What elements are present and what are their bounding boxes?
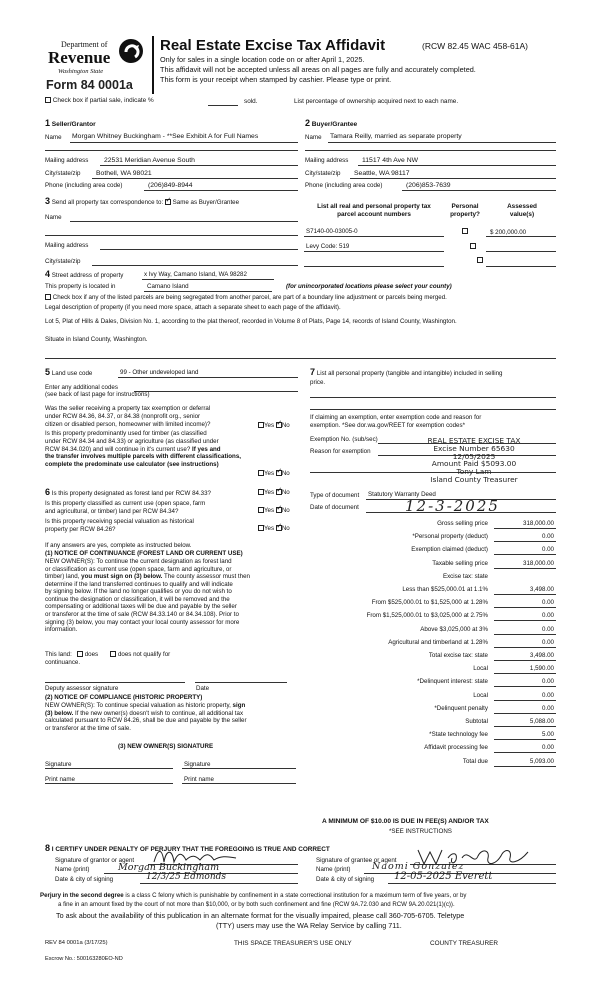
legal-description-2[interactable]: Situate in Island County, Washington. xyxy=(45,336,148,343)
current-use-yes-no: Yes ✓ No xyxy=(258,507,290,514)
tax-row-value[interactable]: 0.00 xyxy=(541,744,554,751)
personal-property-row: 7 List all personal property (tangible and intangible) included in selling xyxy=(310,367,503,377)
tax-row-line xyxy=(494,541,556,542)
tax-row-value[interactable]: 1,590.00 xyxy=(529,665,554,672)
notice-compliance-body: NEW OWNER(S): To continue special valuation as historic property, sign (3) below. If the new owner(s) doesn't wish to continue, all additional tax calculated pursuant to RCW 84.26, shall be due and payable by the seller or transferor at the time of sale. xyxy=(45,702,247,732)
tax-row-value[interactable]: 5.00 xyxy=(541,731,554,738)
tax-row-label: From $1,525,000.01 to $3,025,000 at 2.75% xyxy=(366,612,488,619)
partial-sale-checkbox[interactable] xyxy=(45,97,51,103)
exemption-yes-checkbox[interactable] xyxy=(258,422,264,428)
tax-row-value[interactable]: 0.00 xyxy=(541,546,554,553)
tax-row-line xyxy=(494,607,556,608)
dor-emblem-icon xyxy=(118,38,144,64)
historical-yes-no: Yes ✓ No xyxy=(258,525,290,532)
tax-row-line xyxy=(494,686,556,687)
personal-property-line-2[interactable] xyxy=(310,409,556,410)
land-does-not-checkbox[interactable] xyxy=(110,651,116,657)
header-divider xyxy=(152,36,154,94)
tax-row-line xyxy=(494,568,556,569)
section3-heading: 3 Send all property tax correspondence to: ✓ Same as Buyer/Grantee xyxy=(45,196,239,207)
minimum-fee-notice: A MINIMUM OF $10.00 IS DUE IN FEE(S) AND/OR TAX xyxy=(322,818,489,825)
forest-yes-no: Yes ✓ No xyxy=(258,489,290,496)
correspondence-city-line[interactable] xyxy=(92,265,298,266)
tax-row-value[interactable]: 318,000.00 xyxy=(523,560,554,567)
parcel-number-2[interactable]: Levy Code: 519 xyxy=(306,243,350,250)
tax-row-label: *Delinquent penalty xyxy=(434,705,488,712)
tax-row-label: Total due xyxy=(462,758,488,765)
treasurer-stamp: REAL ESTATE EXCISE TAX Excise Number 65630 12/05/2025 Amount Paid $5093.00 Tony Lam Island County Treasurer xyxy=(427,436,521,484)
tax-row-line xyxy=(494,766,556,767)
tax-row-line xyxy=(494,647,556,648)
tax-row-label: *State technology fee xyxy=(429,731,488,738)
land-use-code[interactable]: 99 - Other undeveloped land xyxy=(120,369,199,376)
assessed-col-head: Assessed value(s) xyxy=(507,203,537,218)
partial-sale-row: Check box if partial sale, indicate % xyxy=(45,97,154,105)
tax-row-label: Less than $525,000.01 at 1.1% xyxy=(402,586,488,593)
perjury-notice: Perjury in the second degree is a class C felony which is punishable by confinement in a state correctional institution for a maximum term of five years, or by xyxy=(40,892,467,899)
form-subtitle-2: This affidavit will not be accepted unless all areas on all pages are fully and accurately completed. xyxy=(160,65,476,74)
tax-row-label: Gross selling price xyxy=(437,520,488,527)
tax-row-line xyxy=(494,554,556,555)
same-as-buyer-checkbox[interactable] xyxy=(165,199,171,205)
timber-yes-no: Yes ✓ No xyxy=(258,470,290,477)
timber-question: Is this property predominantly used for timber (as classified under RCW 84.34 and 84.33) or agriculture (as classified under RCW 84.34.020) and will continue in it's current use? If yes and the transfer involves multiple parcels with different classifications, complete the predominate use calculator (see instructions) xyxy=(45,430,241,468)
correspondence-mailing-line[interactable] xyxy=(100,249,298,250)
tax-row-label: *Delinquent interest: state xyxy=(417,678,488,685)
tax-row-label: Local xyxy=(473,665,488,672)
tax-row-line xyxy=(494,673,556,674)
tax-row-value[interactable]: 0.00 xyxy=(541,533,554,540)
certify-heading: 8 I CERTIFY UNDER PENALTY OF PERJURY THAT THE FOREGOING IS TRUE AND CORRECT xyxy=(45,843,330,853)
tax-row-line xyxy=(494,713,556,714)
tax-row-value[interactable]: 0.00 xyxy=(541,639,554,646)
buyer-phone[interactable]: (206)853-7639 xyxy=(406,182,451,189)
tax-row-line xyxy=(494,726,556,727)
tax-row-line xyxy=(494,620,556,621)
partial-sale-percent-line[interactable] xyxy=(208,105,238,106)
deputy-date-line[interactable] xyxy=(195,682,287,683)
forest-yes-checkbox[interactable] xyxy=(258,489,264,495)
tax-row-label: Taxable selling price xyxy=(432,560,488,567)
grantee-date-city[interactable]: 12-05-2025 Everett xyxy=(394,871,493,882)
land-does-checkbox[interactable] xyxy=(77,651,83,657)
alternate-format-notice: To ask about the availability of this publication in an alternate format for the visually impaired, please call 360-705-6705. Teletype xyxy=(56,911,465,920)
escrow-number: Escrow No.: 500163280EO-ND xyxy=(45,956,123,962)
tax-row-label: Above $3,025,000 at 3% xyxy=(420,626,488,633)
treasurer-use-only: THIS SPACE TREASURER'S USE ONLY xyxy=(234,940,352,947)
tax-row-label: Agricultural and timberland at 1.28% xyxy=(388,639,488,646)
tax-row-label: Excise tax: state xyxy=(442,573,488,580)
current-use-yes-checkbox[interactable] xyxy=(258,507,264,513)
tax-row-label: Total excise tax: state xyxy=(428,652,488,659)
tax-row-value[interactable]: 0.00 xyxy=(541,705,554,712)
tax-row-line xyxy=(494,700,556,701)
personal-col-head: Personal property? xyxy=(450,203,480,218)
personal-property-checkbox-2[interactable] xyxy=(470,243,476,249)
exemption-yes-no: Yes ✓ No xyxy=(258,422,290,429)
current-use-question: Is this property classified as current use (open space, farm and agricultural, or timber) land per RCW 84.34? xyxy=(45,500,206,515)
tax-row-line xyxy=(494,739,556,740)
tax-row-label: Exemption claimed (deduct) xyxy=(411,546,488,553)
seller-city[interactable]: Bothell, WA 98021 xyxy=(96,170,152,177)
property-location-select[interactable]: Camano Island xyxy=(147,283,189,290)
tax-row-value[interactable]: 0.00 xyxy=(541,612,554,619)
property-street-address[interactable]: x Ivy Way, Camano Island, WA 98282 xyxy=(144,271,247,278)
tax-row-value[interactable]: 0.00 xyxy=(541,692,554,699)
tax-row-line xyxy=(494,660,556,661)
buyer-name[interactable]: Tamara Reilly, married as separate property xyxy=(330,133,462,140)
tax-row-label: *Personal property (deduct) xyxy=(412,533,488,540)
parcel-number-1[interactable]: S7140-00-03005-0 xyxy=(306,228,358,235)
tax-row-line xyxy=(494,594,556,595)
land-qualify-row: This land: does does not qualify for xyxy=(45,651,171,658)
tax-row-value[interactable]: 5,093.00 xyxy=(529,758,554,765)
personal-property-checkbox-1[interactable] xyxy=(462,228,468,234)
notice-continuance-heading: (1) NOTICE OF CONTINUANCE (FOREST LAND OR CURRENT USE) xyxy=(45,550,243,557)
county-treasurer-label: COUNTY TREASURER xyxy=(430,940,498,947)
form-subtitle-1: Only for sales in a single location code on or after April 1, 2025. xyxy=(160,55,365,64)
tax-row-value[interactable]: 3,498.00 xyxy=(529,652,554,659)
tax-row-line xyxy=(494,752,556,753)
revision-number: REV 84 0001a (3/17/25) xyxy=(45,940,108,946)
seller-name[interactable]: Morgan Whitney Buckingham - **See Exhibit A for Full Names xyxy=(72,133,259,140)
land-use-row: 5 Land use code xyxy=(45,367,93,377)
document-type[interactable]: Statutory Warranty Deed xyxy=(368,491,436,498)
seller-mailing[interactable]: 22531 Meridian Avenue South xyxy=(104,157,195,164)
tax-row-label: Local xyxy=(473,692,488,699)
notice-compliance-heading: (2) NOTICE OF COMPLIANCE (HISTORIC PROPERTY) xyxy=(45,694,203,701)
tax-row-value[interactable]: 3,498.00 xyxy=(529,586,554,593)
buyer-city[interactable]: Seattle, WA 98117 xyxy=(354,170,410,177)
tax-row-value[interactable]: 0.00 xyxy=(541,678,554,685)
segregation-checkbox[interactable] xyxy=(45,294,51,300)
timber-no-checkbox[interactable] xyxy=(276,470,282,476)
form-subtitle-3: This form is your receipt when stamped by cashier. Please type or print. xyxy=(160,75,392,84)
tax-row-value[interactable]: 0.00 xyxy=(541,599,554,606)
tax-row-line xyxy=(494,528,556,529)
form-title: Real Estate Excise Tax Affidavit xyxy=(160,37,386,54)
seller-heading: 1 Seller/Grantor xyxy=(45,118,96,128)
historical-question: Is this property receiving special valuation as historical property per RCW 84.26? xyxy=(45,518,194,533)
grantor-date-city[interactable]: 12/3/25 Edmonds xyxy=(146,872,227,882)
tax-row-label: Affidavit processing fee xyxy=(424,744,488,751)
tax-row-value[interactable]: 0.00 xyxy=(541,626,554,633)
dor-logo: Department of Revenue Washington State xyxy=(44,34,148,90)
forest-no-checkbox[interactable] xyxy=(276,489,282,495)
tax-row-label: From $525,000.01 to $1,525,000 at 1.28% xyxy=(371,599,488,606)
grantee-print-name[interactable]: Naomi Gonzalez xyxy=(372,861,465,872)
correspondence-name-line[interactable] xyxy=(70,221,298,222)
current-use-no-checkbox[interactable] xyxy=(276,507,282,513)
document-date[interactable]: 12-3-2025 xyxy=(405,497,500,515)
legal-description-1[interactable]: Lot 5, Plat of Hills & Dales, Division No. 1, according to the plat thereof, recorded in Volume 8 of Plats, Page 14, records of Island County, Washington. xyxy=(45,318,457,325)
personal-property-checkbox-3[interactable] xyxy=(477,257,483,263)
form-number: Form 84 0001a xyxy=(46,78,133,92)
timber-yes-checkbox[interactable] xyxy=(258,470,264,476)
exemption-question: Was the seller receiving a property tax exemption or deferral under RCW 84.36, 84.37, or 84.38 (nonprofit org., senior citizen or disabled person, homeowner with limited income)? xyxy=(45,405,211,428)
new-owner-signature-heading: (3) NEW OWNER(S) SIGNATURE xyxy=(118,743,214,750)
historical-no-checkbox[interactable] xyxy=(276,525,282,531)
tax-row-label: Subtotal xyxy=(465,718,488,725)
additional-codes-line[interactable] xyxy=(134,391,298,392)
historical-yes-checkbox[interactable] xyxy=(258,525,264,531)
notice-continuance-body: NEW OWNER(S): To continue the current designation as forest land or classification as current use (open space, farm and agriculture, or timber) land, you must sign on (3) below. The county assessor must then determine if the land transferred continues to qualify and will indicate by signing below. If the land no longer qualifies or you do not wish to continue the designation or classification, it will be removed and the compensating or additional taxes will be due and payable by the seller or transferor at the time of sale (RCW 84.33.140 or 84.34.108). Prior to signing (3) below, you may contact your local county assessor for more information. xyxy=(45,558,250,634)
deputy-signature-line[interactable] xyxy=(45,682,185,683)
personal-property-line-1[interactable] xyxy=(310,397,556,398)
forest-question: 6 Is this property designated as forest land per RCW 84.33? xyxy=(45,487,211,497)
parcel-col-head: List all real and personal property tax parcel account numbers xyxy=(317,203,431,218)
form-citation: (RCW 82.45 WAC 458-61A) xyxy=(422,41,528,51)
segregation-row: Check box if any of the listed parcels are being segregated from another parcel, are part of a boundary line adjustment or parcels being merged. xyxy=(45,294,447,301)
seller-phone[interactable]: (206)849-8944 xyxy=(148,182,193,189)
tax-row-value[interactable]: 5,088.00 xyxy=(529,718,554,725)
assessed-value-1[interactable]: $ 200,000.00 xyxy=(490,229,527,236)
street-address-row: 4 Street address of property xyxy=(45,269,124,279)
buyer-mailing[interactable]: 11517 4th Ave NW xyxy=(362,157,419,164)
grantor-print-name[interactable]: Morgan Buckingham xyxy=(118,862,220,873)
tax-row-value[interactable]: 318,000.00 xyxy=(523,520,554,527)
tax-row-line xyxy=(494,634,556,635)
buyer-heading: 2 Buyer/Grantee xyxy=(305,118,358,128)
exemption-no-checkbox[interactable] xyxy=(276,422,282,428)
